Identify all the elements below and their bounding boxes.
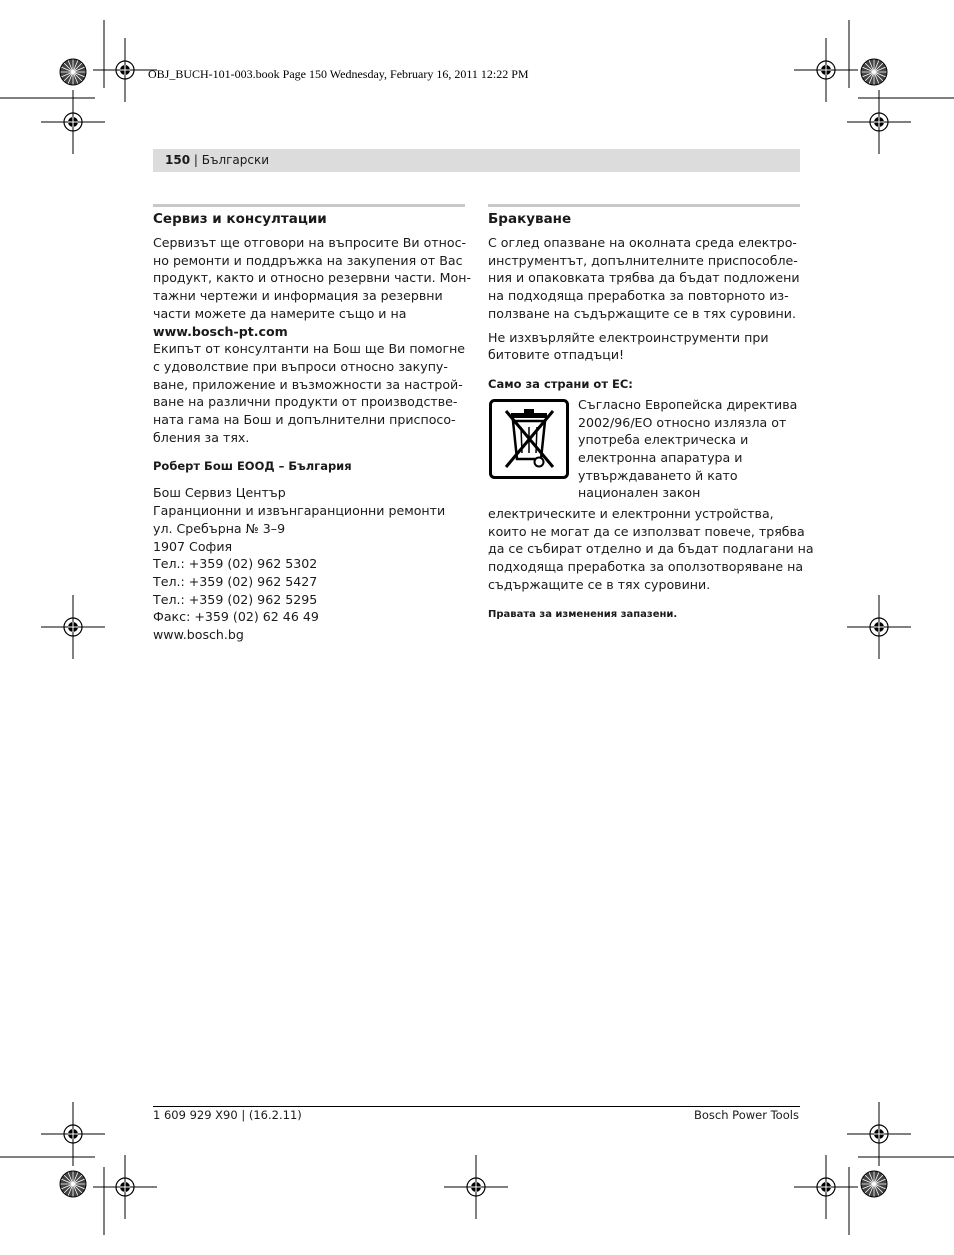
address-line: 1907 София [153,538,233,554]
text-line: 2002/96/ЕО относно излязла от [578,414,787,430]
text-line: които не могат да се използват повече, трябва [488,523,805,539]
text-line: подходяща преработка за оползотворяване на [488,559,804,575]
header-text [165,153,269,167]
rights-note: Правата за изменения запазени. [488,609,678,621]
service-url-link[interactable]: www.bosch-pt.com [153,323,288,339]
directive-side-text [578,396,797,502]
text-line: ползване на съдържащите се в тях суровини. [488,305,796,321]
text-line: продукт, както и относно резервни части. Мон- [153,270,472,286]
household-warning [488,329,800,364]
text-line: ване на различни продукти от производстве- [153,394,458,410]
text-line: Не изхвърляйте електроинструменти при [488,329,769,345]
text-line: на подходяща преработка за повторното из- [488,288,789,304]
text-line: употреба електрическа и [578,432,749,448]
text-line: да се събират отделно и да бъдат подлагани на [488,541,814,557]
left-column [153,204,472,644]
directive-full-text [488,505,814,594]
text-line: Сервизът ще отговори на въпросите Ви относ- [153,235,467,250]
disposal-title: Бракуване [488,211,572,227]
text-line: бления за тях. [153,429,250,445]
section-rule [488,204,800,207]
text-line: с удоволствие при въпроси относно закупу- [153,358,448,374]
text-line: ване, приложение и възможности за настрой- [153,376,463,392]
footer-brand: Bosch Power Tools [694,1108,799,1122]
website-link[interactable]: www.bosch.bg [153,627,244,643]
text-line: Екипът от консултанти на Бош ще Ви помогне [153,341,466,357]
text-line: битовите отпадъци! [488,347,625,363]
text-line: ния и опаковката трябва да бъдат подложени [488,270,800,286]
text-line: части можете да намерите също и на [153,305,407,321]
text-line: ната гама на Бош и допълнителни приспосо- [153,412,456,428]
address-block [153,484,465,643]
section-rule [153,204,465,207]
address-line: ул. Сребърна № 3–9 [153,520,286,536]
footer-rule [153,1106,800,1107]
right-column [488,204,814,622]
text-line: електронна апаратура и [578,450,743,466]
text-line: утвърждаването й като [578,467,738,483]
phone-line: Тел.: +359 (02) 962 5302 [153,556,318,572]
phone-line: Тел.: +359 (02) 962 5427 [153,573,318,589]
disposal-paragraph [488,234,800,323]
text-line: Съгласно Европейска директива [578,396,798,412]
address-line: Гаранционни и извънгаранционни ремонти [153,503,446,519]
text-line: но ремонти и поддръжка на закупения от Вас [153,252,463,268]
weee-section [488,396,800,505]
service-paragraph [153,234,472,446]
text-line: национален закон [578,485,701,501]
text-line: съдържащите се в тях суровини. [488,576,711,592]
eu-title: Само за страни от ЕС: [488,376,633,391]
text-line: С оглед опазване на околната среда електро- [488,235,797,250]
fax-line: Факс: +359 (02) 62 46 49 [153,609,319,625]
print-info: OBJ_BUCH-101-003.book Page 150 Wednesday, February 16, 2011 12:22 PM [148,67,529,81]
header-language: Български [201,153,270,167]
company-title: Роберт Бош ЕООД – България [153,459,352,474]
address-line: Бош Сервиз Център [153,485,286,501]
page-number: 150 [165,153,191,167]
footer-doc-number: 1 609 929 X90 | (16.2.11) [153,1108,302,1122]
crossed-out-wheelie-bin-icon [489,399,569,479]
text-line: електрическите и електронни устройства, [488,505,774,521]
text-line: тажни чертежи и информация за резервни [153,288,443,304]
page-header [153,149,800,172]
header-separator: | [190,153,202,167]
phone-line: Тел.: +359 (02) 962 5295 [153,591,318,607]
text-line: инструментът, допълнителните приспособле- [488,252,798,268]
service-title: Сервиз и консултации [153,211,327,227]
